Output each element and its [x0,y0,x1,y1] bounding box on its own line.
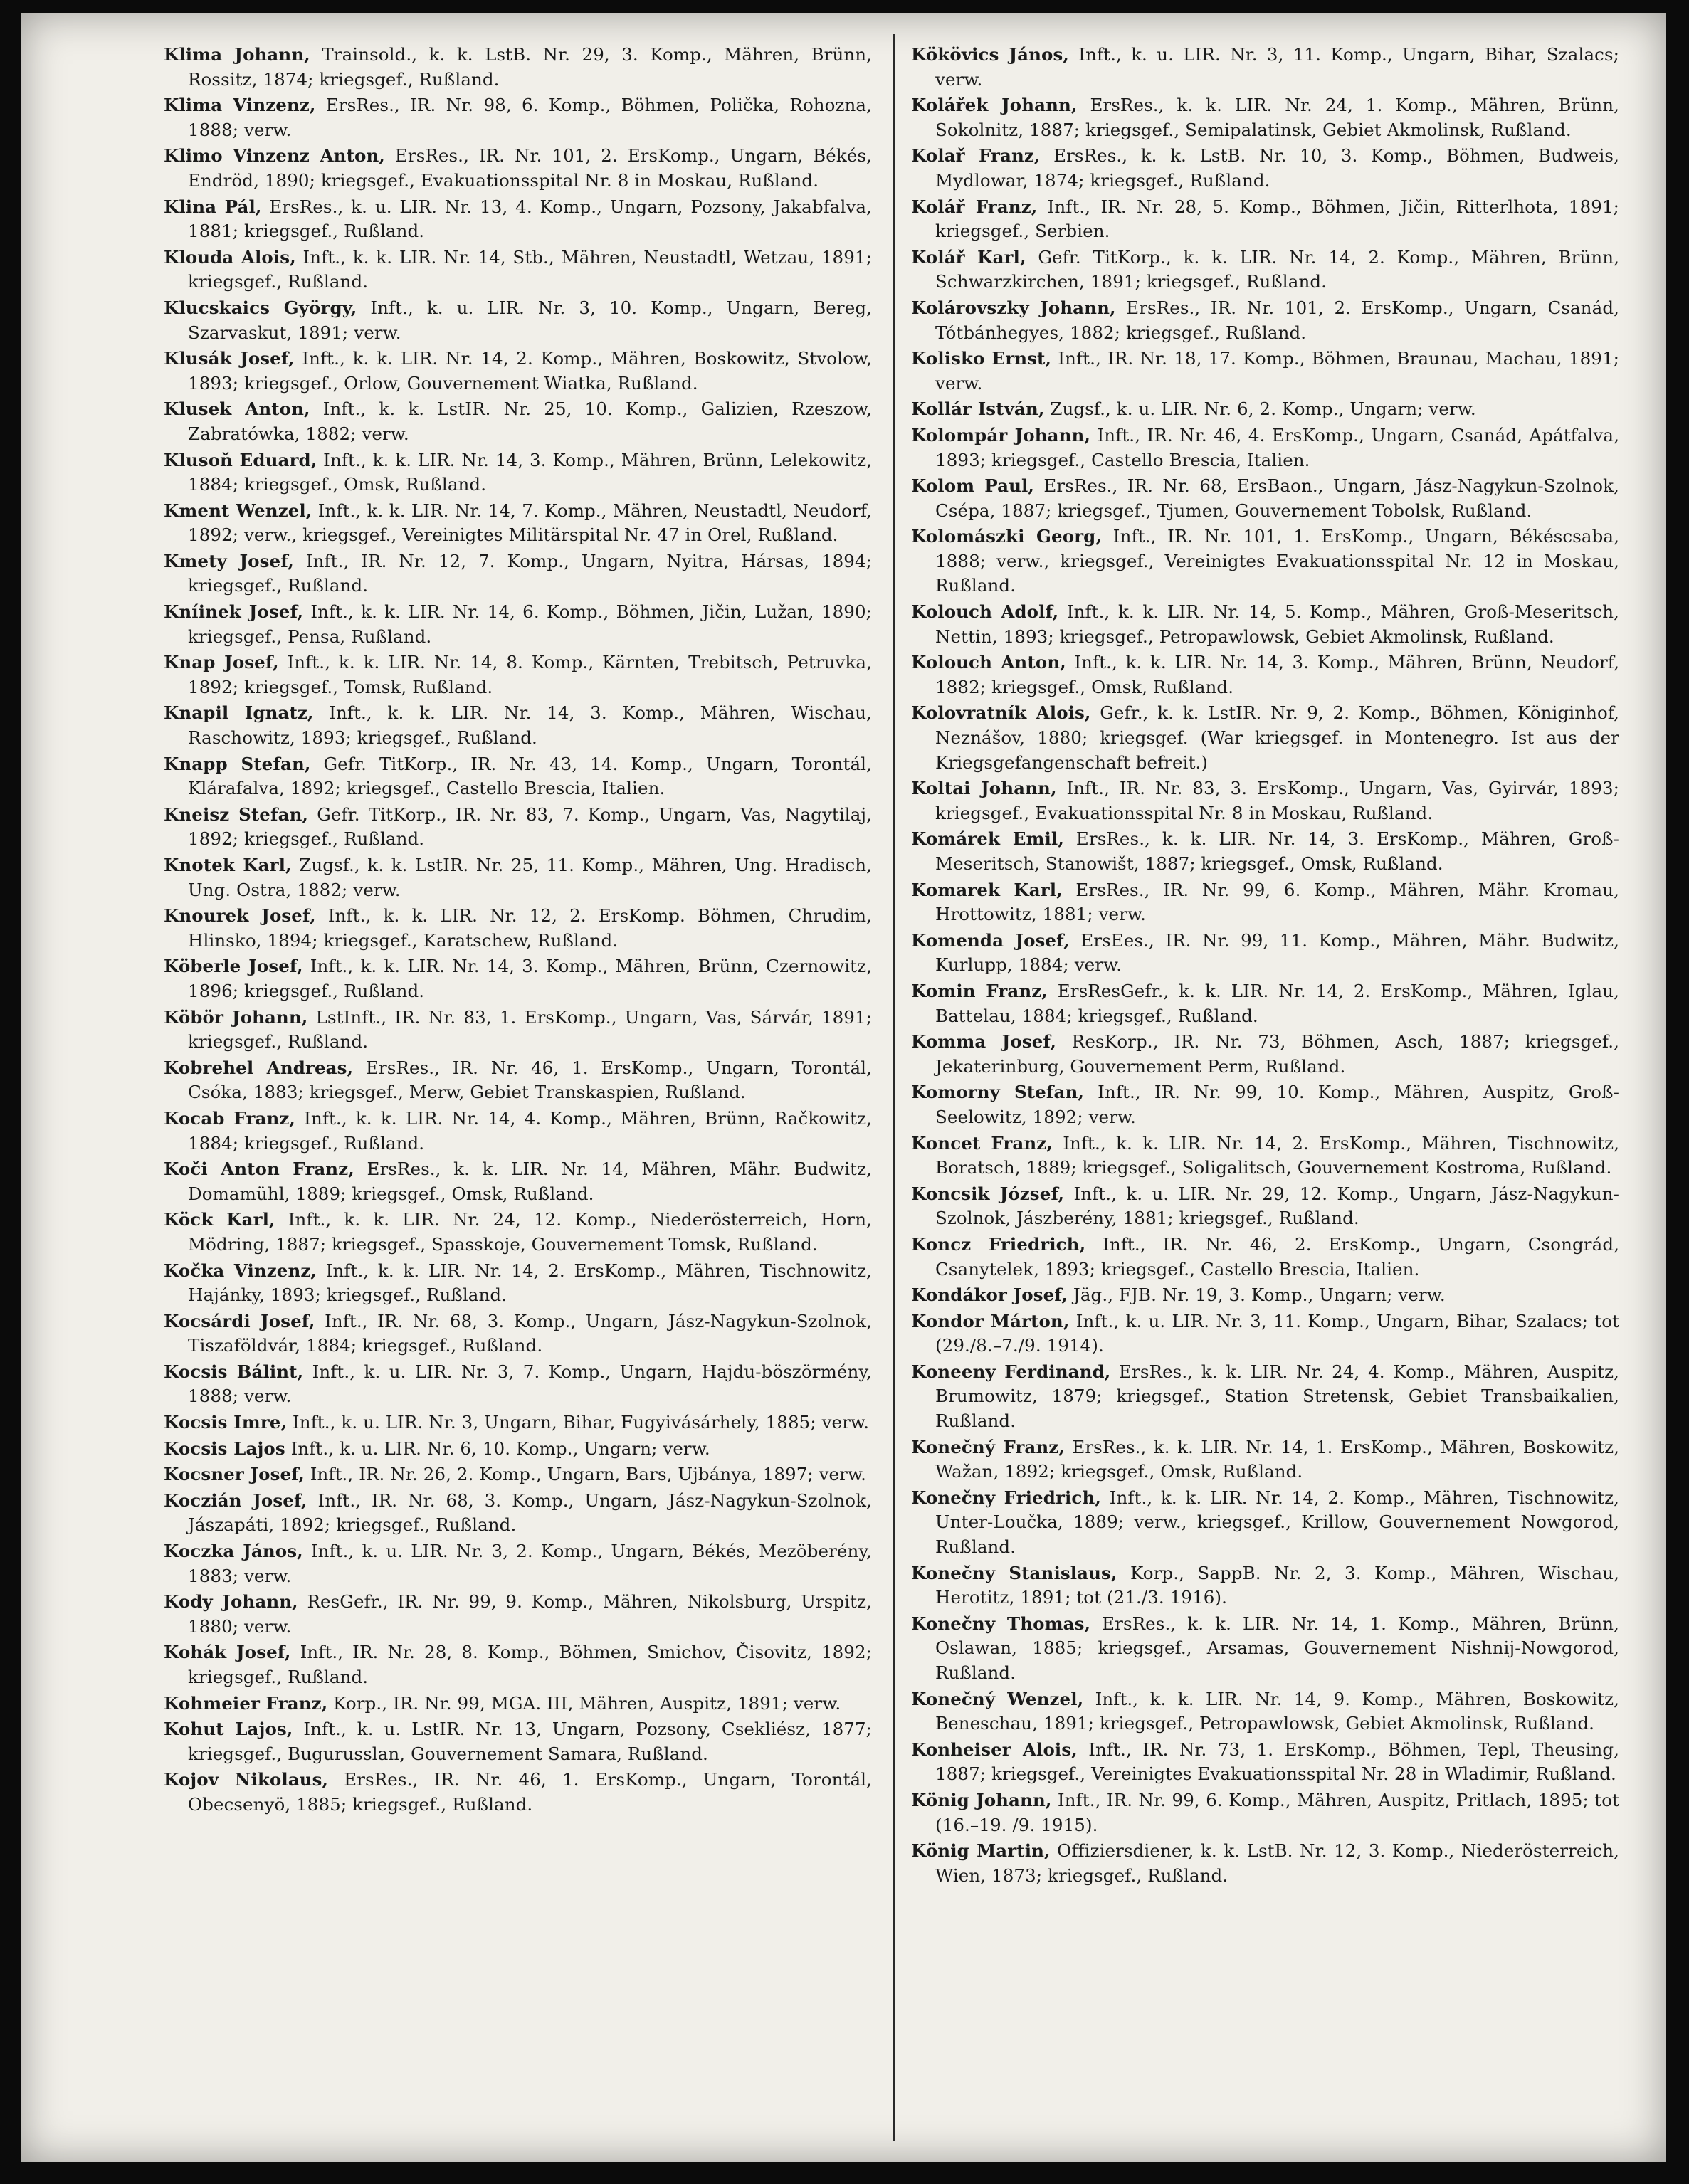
list-entry [911,979,1619,1028]
list-entry [911,650,1619,700]
entry-details: ErsRes., IR. Nr. 68, ErsBaon., Ungarn, Jász-Nagykun-Szolnok, Csépa, 1887; kriegsgef., Tjumen, Gouvernement Tobolsk, Rußland. [935,475,1619,521]
list-entry [164,499,872,548]
entry-details: Inft., IR. Nr. 28, 8. Komp., Böhmen, Smichov, Čisovitz, 1892; kriegsgef., Rußland. [188,1642,872,1687]
entry-details: Inft., IR. Nr. 46, 2. ErsKomp., Ungarn, Csongrád, Csanytelek, 1893; kriegsgef., Castello Brescia, Italien. [935,1233,1619,1280]
entry-details: ErsRes., k. k. LIR. Nr. 14, 1. ErsKomp., Mähren, Boskowitz, Wažan, 1892; kriegsgef., Omsk, Rußland. [935,1436,1619,1482]
list-entry [164,1640,872,1689]
entry-name: Klucskaics György, [164,297,357,318]
entry-name: Knapp Stefan, [164,753,311,774]
list-entry [911,929,1619,978]
list-entry [911,1486,1619,1560]
entry-name: Kojov Nikolaus, [164,1769,329,1790]
entry-details: Trainsold., k. k. LstB. Nr. 29, 3. Komp., Mähren, Brünn, Rossitz, 1874; kriegsgef., Rußland. [188,44,872,90]
list-entry [911,1687,1619,1736]
entry-details: ErsRes., IR. Nr. 46, 1. ErsKomp., Ungarn, Torontál, Obecsenyö, 1885; kriegsgef., Rußland. [188,1769,872,1815]
entry-name: Kolom Paul, [911,475,1035,497]
entry-details: ErsEes., IR. Nr. 99, 11. Komp., Mähren, Mähr. Budwitz, Kurlupp, 1884; verw. [935,929,1620,976]
entry-details: Inft., k. u. LIR. Nr. 3, Ungarn, Bihar, Fugyivásárhely, 1885; verw. [287,1412,869,1433]
list-entry [164,195,872,244]
list-entry [911,347,1619,396]
entry-name: Konečny Thomas, [911,1613,1091,1634]
entry-name: König Johann, [911,1789,1052,1810]
entry-details: Inft., k. k. LIR. Nr. 14, 3. Komp., Mähren, Brünn, Czernowitz, 1896; kriegsgef., Rußland. [188,956,872,1001]
list-entry [911,1435,1619,1484]
entry-details: ErsRes., k. k. LIR. Nr. 14, 3. ErsKomp., Mähren, Groß-Meseritsch, Stanowišt, 1887; kriegsgef., Omsk, Rußland. [935,828,1619,874]
entry-name: Kolárovszky Johann, [911,297,1116,318]
entry-name: Köberle Josef, [164,956,303,977]
entry-details: Inft., IR. Nr. 83, 3. ErsKomp., Ungarn, Vas, Gyirvár, 1893; kriegsgef., Evakuationsspital Nr. 8 in Moskau, Rußland. [935,778,1619,823]
entry-details: Inft., k. k. LIR. Nr. 14, 2. Komp., Mähren, Boskowitz, Stvolow, 1893; kriegsgef., Orlow, Gouvernement Wiatka, Rußland. [188,348,872,394]
entry-details: Inft., k. k. LIR. Nr. 14, 3. Komp., Mähren, Brünn, Lelekowitz, 1884; kriegsgef., Omsk, Rußland. [188,449,872,495]
list-entry [164,1437,872,1462]
entry-details: Inft., k. u. LIR. Nr. 6, 10. Komp., Ungarn; verw. [285,1437,710,1459]
entry-details: Gefr. TitKorp., k. k. LIR. Nr. 14, 2. Komp., Mähren, Brünn, Schwarzkirchen, 1891; kriegsgef., Rußland. [935,246,1620,292]
entry-name: König Martin, [911,1840,1051,1862]
entry-name: Koczián Josef, [164,1489,307,1511]
entry-details: Inft., k. k. LIR. Nr. 14, 6. Komp., Böhmen, Jičin, Lužan, 1890; kriegsgef., Pensa, Rußland. [188,601,872,647]
list-entry [911,474,1619,523]
entry-name: Koneeny Ferdinand, [911,1361,1111,1382]
entry-details: Inft., k. u. LIR. Nr. 3, 10. Komp., Ungarn, Bereg, Szarvaskut, 1891; verw. [188,297,872,343]
list-entry [164,43,872,92]
entry-name: Kocsis Bálint, [164,1361,304,1382]
list-entry [911,296,1619,345]
list-entry [164,1208,872,1257]
list-entry [911,1131,1619,1181]
list-entry [911,43,1619,92]
entry-details: Inft., k. k. LIR. Nr. 14, 9. Komp., Mähren, Boskowitz, Beneschau, 1891; kriegsgef., Petropawlowsk, Gebiet Akmolinsk, Rußland. [935,1688,1620,1734]
entry-name: Kody Johann, [164,1591,298,1613]
entry-name: Kolouch Adolf, [911,601,1059,623]
entry-details: ErsRes., IR. Nr. 101, 2. ErsKomp., Ungarn, Békés, Endröd, 1890; kriegsgef., Evakuationsspital Nr. 8 in Moskau, Rußland. [188,145,872,191]
list-entry [911,93,1619,142]
entry-details: Korp., SappB. Nr. 2, 3. Komp., Mähren, Wischau, Herotitz, 1891; tot (21./3. 1916). [935,1562,1620,1608]
entry-details: Zugsf., k. k. LstIR. Nr. 25, 11. Komp., Mähren, Ung. Hradisch, Ung. Ostra, 1882; verw. [188,855,872,900]
entry-details: ErsRes., IR. Nr. 46, 1. ErsKomp., Ungarn, Torontál, Csóka, 1883; kriegsgef., Merw, Gebiet Transkaspien, Rußland. [188,1057,872,1103]
entry-details: Inft., k. k. LIR. Nr. 14, 2. ErsKomp., Mähren, Tischnowitz, Hajánky, 1893; kriegsgef., Rußland. [188,1260,873,1306]
list-entry [911,397,1619,422]
list-entry [164,1157,872,1206]
entry-details: Inft., k. u. LIR. Nr. 3, 7. Komp., Ungarn, Hajdu-böszörmény, 1888; verw. [188,1361,872,1407]
entry-name: Kolouch Anton, [911,652,1066,673]
entry-name: Kohmeier Franz, [164,1692,328,1714]
entry-details: Inft., k. k. LIR. Nr. 14, 3. Komp., Mähren, Brünn, Neudorf, 1882; kriegsgef., Omsk, Rußland. [935,652,1619,697]
list-entry [911,1839,1619,1888]
list-entry [911,701,1619,775]
page [21,13,1666,2162]
list-entry [911,423,1619,473]
entry-details: Inft., IR. Nr. 26, 2. Komp., Ungarn, Bars, Ujbánya, 1897; verw. [304,1464,867,1485]
list-entry [164,701,872,750]
entry-name: Klusoň Eduard, [164,449,317,470]
entry-name: Konečný Franz, [911,1436,1065,1457]
entry-details: ErsResGefr., k. k. LIR. Nr. 14, 2. ErsKomp., Mähren, Iglau, Battelau, 1884; kriegsgef., Rußland. [935,980,1619,1026]
entry-details: Jäg., FJB. Nr. 19, 3. Komp., Ungarn; verw. [1068,1284,1446,1306]
entry-details: Inft., k. k. LIR. Nr. 14, 2. ErsKomp., Mähren, Tischnowitz, Boratsch, 1889; kriegsgef., Soligalitsch, Gouvernement Kostroma, Rußland. [935,1132,1619,1178]
list-entry [911,1612,1619,1686]
list-entry [164,347,872,396]
entry-name: Kocsner Josef, [164,1464,305,1485]
entry-name: Kondor Márton, [911,1310,1070,1331]
entry-details: Inft., IR. Nr. 73, 1. ErsKomp., Böhmen, Tepl, Theusing, 1887; kriegsgef., Vereinigtes Evakuationsspital Nr. 28 in Wladimir, Rußland. [935,1739,1619,1785]
entry-name: Komin Franz, [911,980,1048,1001]
entry-details: Inft., k. k. LIR. Nr. 24, 12. Komp., Niederösterreich, Horn, Mödring, 1887; kriegsgef., Spasskoje, Gouvernement Tomsk, Rußland. [188,1209,872,1255]
entry-name: Kolomászki Georg, [911,526,1103,547]
entry-name: Koncet Franz, [911,1132,1053,1154]
entry-details: Inft., k. k. LIR. Nr. 14, 3. Komp., Mähren, Wischau, Raschowitz, 1893; kriegsgef., Rußland. [188,702,872,749]
list-entry [164,1410,872,1435]
list-entry [911,1080,1619,1129]
entry-name: Koczka János, [164,1541,303,1562]
entry-details: Gefr., k. k. LstIR. Nr. 9, 2. Komp., Böhmen, Königinhof, Neznášov, 1880; kriegsgef. (War kriegsgef. in Montenegro. Ist aus der Kriegsgefangenschaft befreit.) [935,702,1620,773]
entry-name: Koncz Friedrich, [911,1233,1086,1255]
list-entry [164,752,872,801]
entry-details: Inft., k. u. LIR. Nr. 3, 11. Komp., Ungarn, Bihar, Szalacs; tot (29./8.–7./9. 1914). [935,1310,1619,1356]
entry-name: Köbör Johann, [164,1006,308,1028]
entry-details: Gefr. TitKorp., IR. Nr. 43, 14. Komp., Ungarn, Torontál, Klárafalva, 1892; kriegsgef., Castello Brescia, Italien. [188,753,872,799]
entry-name: Kolař Franz, [911,145,1041,167]
list-entry [164,853,872,902]
entry-details: LstInft., IR. Nr. 83, 1. ErsKomp., Ungarn, Vas, Sárvár, 1891; kriegsgef., Rußland. [188,1006,872,1053]
list-entry [911,195,1619,244]
entry-details: ErsRes., k. k. LIR. Nr. 14, 1. Komp., Mähren, Brünn, Oslawan, 1885; kriegsgef., Arsamas, Gouvernement Nishnij-Nowgorod, Rußland. [935,1613,1619,1683]
entry-name: Knap Josef, [164,652,279,673]
entry-name: Kobrehel Andreas, [164,1057,354,1078]
entry-name: Komarek Karl, [911,879,1063,900]
entry-name: Kmety Josef, [164,550,294,571]
list-entry [164,1539,872,1588]
entry-name: Kocsárdi Josef, [164,1310,315,1331]
list-entry [164,1056,872,1105]
list-entry [164,600,872,649]
entry-details: Inft., IR. Nr. 68, 3. Komp., Ungarn, Jász-Nagykun-Szolnok, Jászapáti, 1892; kriegsgef., Rußland. [188,1489,872,1536]
list-entry [911,1283,1619,1308]
list-entry [164,1489,872,1538]
list-entry [911,1561,1619,1610]
column-divider [893,34,895,2141]
list-entry [164,1768,872,1817]
list-entry [911,1309,1619,1359]
entry-details: ErsRes., k. k. LIR. Nr. 24, 1. Komp., Mähren, Brünn, Sokolnitz, 1887; kriegsgef., Semipalatinsk, Gebiet Akmolinsk, Rußland. [935,95,1620,140]
entry-name: Kolovratník Alois, [911,702,1091,724]
list-entry [164,1717,872,1766]
entry-name: Klima Johann, [164,44,310,65]
entry-name: Kolářek Johann, [911,95,1078,116]
entry-name: Klusek Anton, [164,399,310,420]
entry-name: Kočka Vinzenz, [164,1260,317,1281]
list-entry [164,1259,872,1308]
list-entry [911,1788,1619,1837]
entry-details: ErsRes., k. k. LIR. Nr. 14, Mähren, Mähr. Budwitz, Domamühl, 1889; kriegsgef., Omsk, Rußland. [188,1159,872,1204]
entry-name: Komma Josef, [911,1031,1057,1053]
list-entry [911,878,1619,927]
entry-name: Kondákor Josef, [911,1284,1068,1306]
entry-details: ErsRes., IR. Nr. 101, 2. ErsKomp., Ungarn, Csanád, Tótbánhegyes, 1882; kriegsgef., Rußland. [935,297,1620,343]
list-entry [164,1006,872,1055]
entry-details: Inft., k. k. LIR. Nr. 14, 2. Komp., Mähren, Tischnowitz, Unter-Loučka, 1889; verw., kriegsgef., Krillow, Gouvernement Nowgorod, Rußland. [935,1487,1619,1558]
entry-details: Inft., IR. Nr. 99, 6. Komp., Mähren, Auspitz, Pritlach, 1895; tot (16.–19. /9. 1915). [935,1789,1620,1835]
list-entry [164,144,872,193]
entry-name: Koncsik József, [911,1183,1065,1204]
entry-details: ErsRes., k. u. LIR. Nr. 13, 4. Komp., Ungarn, Pozsony, Jakabfalva, 1881; kriegsgef., Rußland. [188,196,872,242]
list-entry [164,650,872,700]
entry-details: ErsRes., k. k. LIR. Nr. 24, 4. Komp., Mähren, Auspitz, Brumowitz, 1879; kriegsgef., Station Stretensk, Gebiet Transbaikalien, Rußland. [935,1361,1619,1432]
entry-name: Konečný Wenzel, [911,1688,1084,1709]
entry-details: ErsRes., IR. Nr. 98, 6. Komp., Böhmen, Polička, Rohozna, 1888; verw. [188,95,873,140]
entry-details: ErsRes., k. k. LstB. Nr. 10, 3. Komp., Böhmen, Budweis, Mydlowar, 1874; kriegsgef., Rußland. [935,145,1619,191]
entry-name: Koči Anton Franz, [164,1159,354,1180]
entry-name: Klimo Vinzenz Anton, [164,145,385,167]
entry-name: Klima Vinzenz, [164,95,316,116]
entry-name: Kocsis Lajos [164,1437,285,1459]
list-entry [164,1107,872,1156]
entry-details: ResGefr., IR. Nr. 99, 9. Komp., Mähren, Nikolsburg, Urspitz, 1880; verw. [188,1591,872,1637]
entry-name: Kolompár Johann, [911,424,1091,445]
list-entry [911,246,1619,295]
entry-details: Inft., k. u. LIR. Nr. 29, 12. Komp., Ungarn, Jász-Nagykun-Szolnok, Jászberény, 1881; kriegsgef., Rußland. [935,1183,1619,1229]
entry-name: Kneisz Stefan, [164,803,309,825]
list-entry [164,904,872,953]
entry-details: Inft., IR. Nr. 12, 7. Komp., Ungarn, Nyitra, Hársas, 1894; kriegsgef., Rußland. [188,550,873,596]
entry-name: Kollár István, [911,399,1045,420]
entry-name: Konečny Friedrich, [911,1487,1101,1508]
entry-name: Kolisko Ernst, [911,348,1052,369]
list-entry [164,1692,872,1716]
left-column [164,43,872,1819]
entry-details: Inft., IR. Nr. 28, 5. Komp., Böhmen, Jičin, Ritterlhota, 1891; kriegsgef., Serbien. [935,196,1620,242]
entry-name: Kocsis Imre, [164,1412,288,1433]
entry-name: Kolář Franz, [911,196,1038,217]
entry-details: Inft., k. k. LIR. Nr. 14, 8. Komp., Kärnten, Trebitsch, Petruvka, 1892; kriegsgef., Tomsk, Rußland. [188,652,872,697]
list-entry [164,1360,872,1409]
entry-name: Knotek Karl, [164,855,292,875]
entry-details: Zugsf., k. u. LIR. Nr. 6, 2. Komp., Ungarn; verw. [1044,399,1476,420]
list-entry [164,296,872,345]
entry-details: Offiziersdiener, k. k. LstB. Nr. 12, 3. Komp., Niederösterreich, Wien, 1873; kriegsgef., Rußland. [935,1840,1619,1886]
entry-name: Koltai Johann, [911,778,1057,799]
entry-name: Knourek Josef, [164,905,316,927]
entry-details: Inft., k. u. LstIR. Nr. 13, Ungarn, Pozsony, Csekliész, 1877; kriegsgef., Bugurusslan, Gouvernement Samara, Rußland. [188,1719,872,1764]
entry-details: Inft., k. k. LIR. Nr. 14, 7. Komp., Mähren, Neustadtl, Neudorf, 1892; verw., kriegsgef., Vereinigtes Militärspital Nr. 47 in Orel, Rußland. [188,500,872,546]
entry-details: Inft., k. k. LIR. Nr. 12, 2. ErsKomp. Böhmen, Chrudim, Hlinsko, 1894; kriegsgef., Karatschew, Rußland. [188,905,872,951]
entry-name: Konheiser Alois, [911,1739,1078,1760]
entry-details: Gefr. TitKorp., IR. Nr. 83, 7. Komp., Ungarn, Vas, Nagytilaj, 1892; kriegsgef., Rußland. [188,803,872,850]
list-entry [164,803,872,852]
list-entry [911,144,1619,193]
entry-name: Kocab Franz, [164,1107,296,1129]
entry-name: Komorny Stefan, [911,1082,1084,1103]
entry-details: Inft., IR. Nr. 99, 10. Komp., Mähren, Auspitz, Groß-Seelowitz, 1892; verw. [935,1082,1619,1127]
list-entry [164,397,872,446]
entry-details: Inft., k. k. LstIR. Nr. 25, 10. Komp., Galizien, Rzeszow, Zabratówka, 1882; verw. [188,399,873,444]
list-entry [911,1233,1619,1282]
entry-name: Konečny Stanislaus, [911,1562,1117,1583]
list-entry [911,827,1619,876]
entry-name: Kolář Karl, [911,246,1026,268]
list-entry [164,93,872,142]
entry-details: Korp., IR. Nr. 99, MGA. III, Mähren, Auspitz, 1891; verw. [327,1692,841,1714]
list-entry [164,954,872,1003]
list-entry [164,448,872,497]
list-entry [911,1738,1619,1787]
list-entry [911,600,1619,649]
list-entry [911,524,1619,598]
entry-details: Inft., k. k. LIR. Nr. 14, Stb., Mähren, Neustadtl, Wetzau, 1891; kriegsgef., Rußland. [188,246,872,292]
entry-details: Inft., k. k. LIR. Nr. 14, 5. Komp., Mähren, Groß-Meseritsch, Nettin, 1893; kriegsgef., Petropawlowsk, Gebiet Akmolinsk, Rußland. [935,601,1619,647]
entry-name: Klina Pál, [164,196,262,217]
entry-details: Inft., k. k. LIR. Nr. 14, 4. Komp., Mähren, Brünn, Račkowitz, 1884; kriegsgef., Rußland. [188,1107,872,1154]
entry-name: Kohut Lajos, [164,1719,293,1740]
entry-name: Kohák Josef, [164,1642,291,1663]
entry-name: Klusák Josef, [164,348,295,369]
entry-details: Inft., IR. Nr. 68, 3. Komp., Ungarn, Jász-Nagykun-Szolnok, Tiszaföldvár, 1884; kriegsgef., Rußland. [188,1310,872,1356]
list-entry [164,549,872,598]
entry-name: Komárek Emil, [911,828,1064,850]
entry-name: Komenda Josef, [911,929,1070,951]
entry-details: Inft., k. u. LIR. Nr. 3, 11. Komp., Ungarn, Bihar, Szalacs; verw. [935,44,1619,90]
entry-name: Kment Wenzel, [164,500,312,521]
entry-details: Inft., k. u. LIR. Nr. 3, 2. Komp., Ungarn, Békés, Mezöberény, 1883; verw. [188,1541,872,1586]
list-entry [911,1360,1619,1434]
entry-details: Inft., IR. Nr. 46, 4. ErsKomp., Ungarn, Csanád, Apátfalva, 1893; kriegsgef., Castello Brescia, Italien. [935,424,1619,470]
list-entry [911,1030,1619,1079]
right-column [911,43,1619,1889]
entry-details: Inft., IR. Nr. 18, 17. Komp., Böhmen, Braunau, Machau, 1891; verw. [935,348,1619,394]
entry-name: Köck Karl, [164,1209,275,1230]
list-entry [164,246,872,295]
list-entry [911,776,1619,825]
entry-name: Kníinek Josef, [164,601,304,623]
entry-name: Klouda Alois, [164,246,296,268]
entry-name: Kökövics János, [911,44,1070,65]
entry-details: Inft., IR. Nr. 101, 1. ErsKomp., Ungarn, Békéscsaba, 1888; verw., kriegsgef., Vereinigtes Evakuationsspital Nr. 12 in Moskau, Rußland. [935,526,1619,596]
entry-name: Knapil Ignatz, [164,702,314,724]
entry-details: ResKorp., IR. Nr. 73, Böhmen, Asch, 1887; kriegsgef., Jekaterinburg, Gouvernement Perm, Rußland. [935,1031,1619,1077]
list-entry [164,1309,872,1359]
list-entry [164,1462,872,1487]
entry-details: ErsRes., IR. Nr. 99, 6. Komp., Mähren, Mähr. Kromau, Hrottowitz, 1881; verw. [935,879,1619,925]
list-entry [911,1182,1619,1231]
list-entry [164,1590,872,1639]
